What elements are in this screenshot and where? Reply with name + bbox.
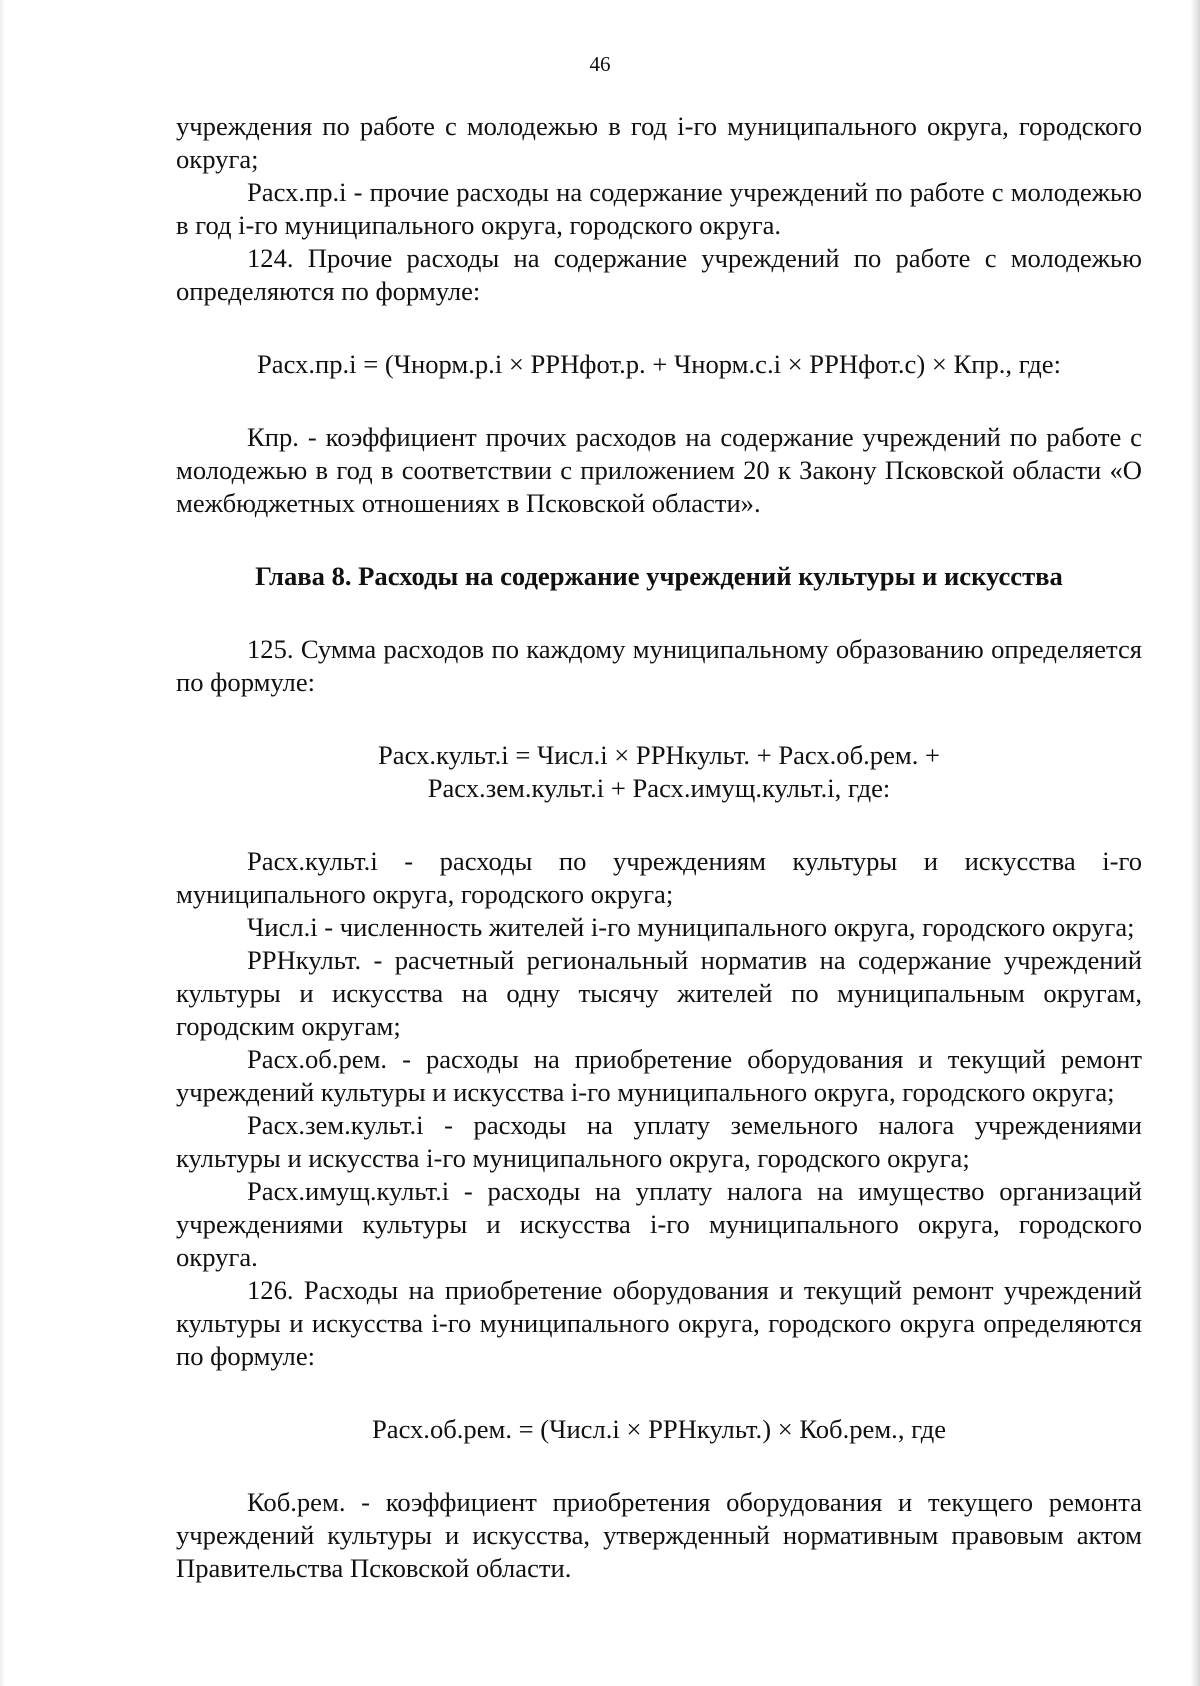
chapter-heading: Глава 8. Расходы на содержание учреждений культуры и искусства — [255, 561, 1063, 591]
definition-chisl: Числ.i - численность жителей i-го муниципального округа, городского округа; — [247, 912, 1135, 942]
formula-rashkult-line2: Расх.зем.культ.i + Расх.имущ.культ.i, где: — [427, 773, 891, 803]
paragraph-kobrem-definition: Коб.рем. - коэффициент приобретения оборудования и текущего ремонта учреждений культуры и искусства, утвержденный нормативным правовым актом Правительства Псковской области. — [176, 1487, 1142, 1583]
definition-rashkult: Расх.культ.i - расходы по учреждениям культуры и искусства i-го муниципального округа, городского округа; — [176, 846, 1142, 909]
formula-rashpr: Расх.пр.i = (Чнорм.р.i × РРНфот.р. + Чнорм.с.i × РРНфот.с) × Кпр., где: — [256, 349, 1062, 379]
page-number: 46 — [589, 52, 611, 76]
definition-rashobrem: Расх.об.рем. - расходы на приобретение оборудования и текущий ремонт учреждений культуры и искусства i-го муниципального округа, городского округа; — [176, 1044, 1142, 1107]
paragraph-125: 125. Сумма расходов по каждому муниципальному образованию определяется по формуле: — [176, 634, 1142, 697]
definition-rashimushkult: Расх.имущ.культ.i - расходы на уплату налога на имущество организаций учреждениями культуры и искусства i-го муниципального округа, городского округа. — [176, 1176, 1142, 1272]
paragraph-continuation: учреждения по работе с молодежью в год i-го муниципального округа, городского округа; — [176, 111, 1142, 174]
definition-rashzemkult: Расх.зем.культ.i - расходы на уплату земельного налога учреждениями культуры и искусства i-го муниципального округа, городского округа; — [176, 1110, 1142, 1173]
definition-rrnkult: РРНкульт. - расчетный региональный норматив на содержание учреждений культуры и искусства на одну тысячу жителей по муниципальным округам, городским округам; — [176, 945, 1142, 1041]
paragraph-rashpr-definition: Расх.пр.i - прочие расходы на содержание учреждений по работе с молодежью в год i-го муниципального округа, городского округа. — [176, 177, 1142, 240]
scan-edge-left — [0, 0, 5, 1686]
paragraph-kpr-definition: Кпр. - коэффициент прочих расходов на содержание учреждений по работе с молодежью в год в соответствии с приложением 20 к Закону Псковской области «О межбюджетных отношениях в Псковской области». — [176, 422, 1142, 518]
paragraph-124: 124. Прочие расходы на содержание учреждений по работе с молодежью определяются по формуле: — [176, 243, 1142, 306]
document-body — [176, 110, 1142, 1585]
paragraph-126: 126. Расходы на приобретение оборудования и текущий ремонт учреждений культуры и искусства i-го муниципального округа, городского округа определяются по формуле: — [176, 1275, 1142, 1371]
formula-rashkult-line1: Расх.культ.i = Числ.i × РРНкульт. + Расх.об.рем. + — [377, 740, 941, 770]
scan-edge-right — [1190, 0, 1200, 1686]
formula-rashobrem: Расх.об.рем. = (Числ.i × РРНкульт.) × Коб.рем., где — [371, 1414, 947, 1444]
